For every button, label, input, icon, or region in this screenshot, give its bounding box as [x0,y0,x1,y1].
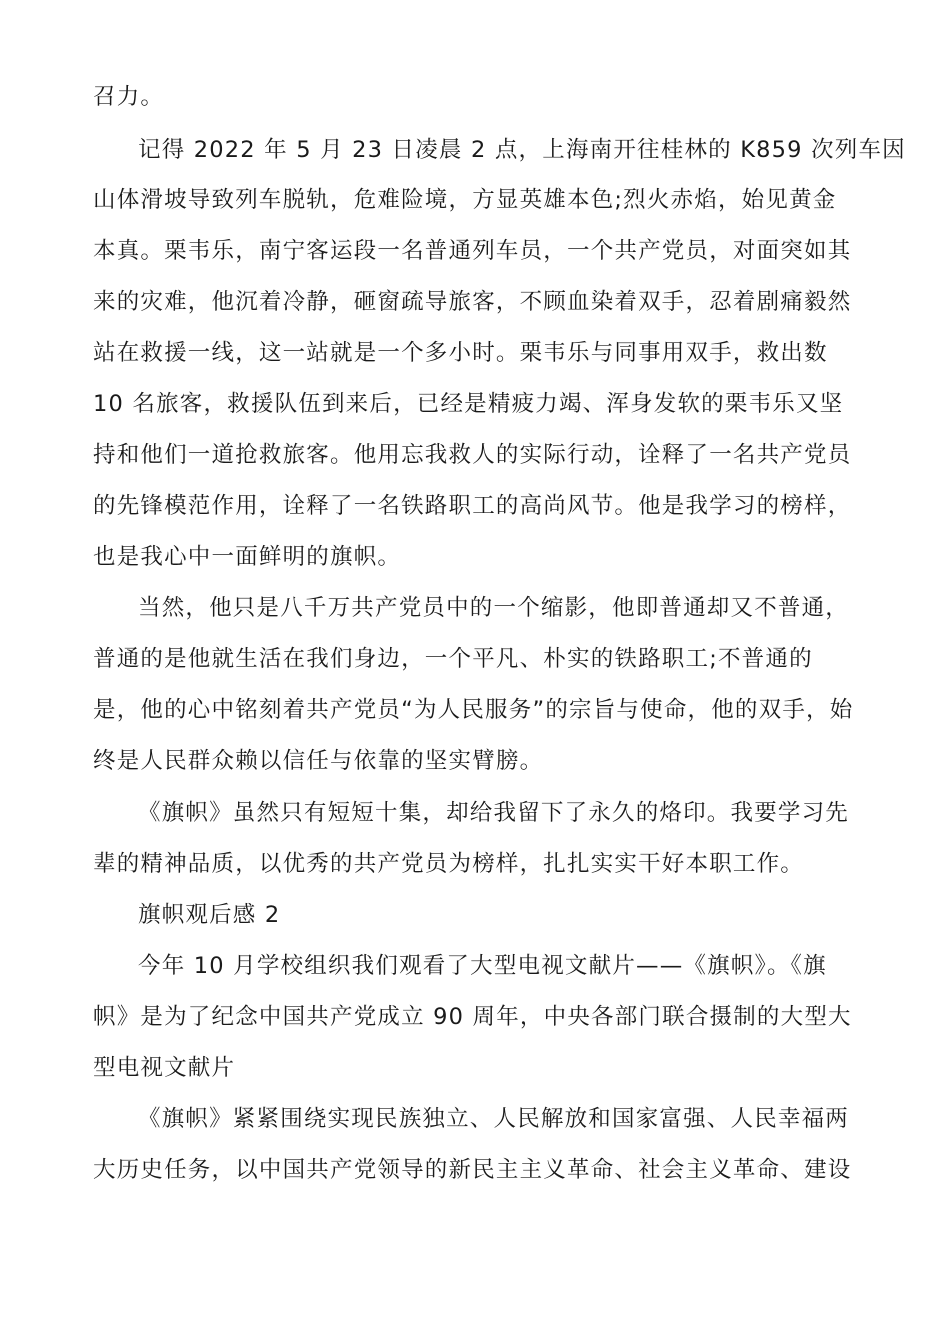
text-line: 《旗帜》紧紧围绕实现民族独立、人民解放和国家富强、人民幸福两 [138,1106,850,1132]
text-line: 今年 10 月学校组织我们观看了大型电视文献片——《旗帜》。《旗 [138,953,827,979]
text-line: 记得 2022 年 5 月 23 日凌晨 2 点，上海南开往桂林的 K859 次列车因 [138,137,906,163]
text-line: 普通的是他就生活在我们身边，一个平凡、朴实的铁路职工;不普通的 [93,646,813,672]
text-line: 召力。 [93,84,165,110]
text-line: 也是我心中一面鲜明的旗帜。 [93,544,402,570]
text-line: 山体滑坡导致列车脱轨，危难险境，方显英雄本色;烈火赤焰，始见黄金 [93,187,837,213]
section-heading: 旗帜观后感 2 [138,902,281,928]
text-line: 持和他们一道抢救旅客。他用忘我救人的实际行动，诠释了一名共产党员 [93,442,852,468]
text-line: 帜》是为了纪念中国共产党成立 90 周年，中央各部门联合摄制的大型大 [93,1004,852,1030]
text-line: 10 名旅客，救援队伍到来后，已经是精疲力竭、浑身发软的栗韦乐又坚 [93,391,844,417]
text-line: 本真。栗韦乐，南宁客运段一名普通列车员，一个共产党员，对面突如其 [93,238,852,264]
text-line: 型电视文献片 [93,1055,236,1081]
text-line: 辈的精神品质，以优秀的共产党员为榜样，扎扎实实干好本职工作。 [93,851,805,877]
text-line: 站在救援一线，这一站就是一个多小时。栗韦乐与同事用双手，救出数 [93,340,828,366]
text-line: 是，他的心中铭刻着共产党员“为人民服务”的宗旨与使命，他的双手，始 [93,697,854,723]
text-line: 当然，他只是八千万共产党员中的一个缩影，他即普通却又不普通， [138,595,850,621]
text-line: 的先锋模范作用，诠释了一名铁路职工的高尚风节。他是我学习的榜样， [93,493,852,519]
text-line: 《旗帜》虽然只有短短十集，却给我留下了永久的烙印。我要学习先 [138,800,850,826]
text-line: 终是人民群众赖以信任与依靠的坚实臂膀。 [93,748,544,774]
text-line: 来的灾难，他沉着冷静，砸窗疏导旅客，不顾血染着双手，忍着剧痛毅然 [93,289,852,315]
text-line: 大历史任务，以中国共产党领导的新民主主义革命、社会主义革命、建设 [93,1157,852,1183]
